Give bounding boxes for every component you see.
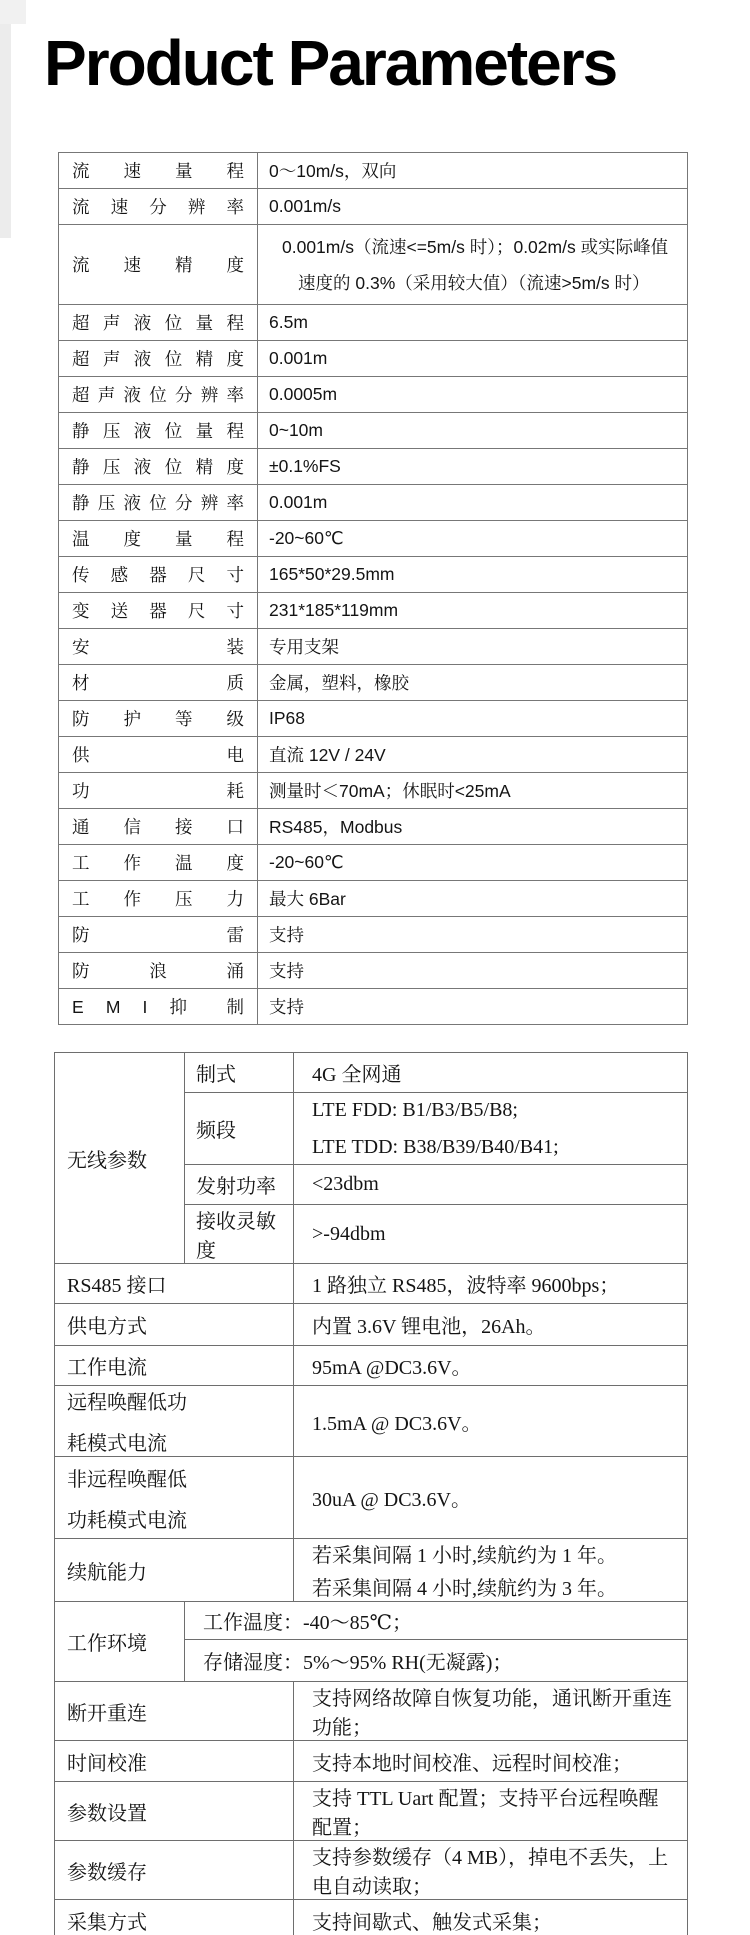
spec-label: 超声液位分辨率	[59, 377, 258, 413]
row-value: 1.5mA @ DC3.6V。	[294, 1386, 688, 1457]
spec-value: 最大 6Bar	[258, 881, 688, 917]
wireless-spec-table	[54, 1052, 688, 1935]
spec-value: IP68	[258, 701, 688, 737]
spec-value: 0.001m	[258, 341, 688, 377]
table-row	[55, 1782, 688, 1841]
table-row	[59, 189, 688, 225]
table-row	[59, 845, 688, 881]
row-value: 内置 3.6V 锂电池，26Ah。	[294, 1304, 688, 1346]
table-row	[55, 1682, 688, 1741]
table-row	[55, 1602, 688, 1640]
spec-value: 165*50*29.5mm	[258, 557, 688, 593]
spec-value: 测量时＜70mA；休眠时<25mA	[258, 773, 688, 809]
row-value: 95mA @DC3.6V。	[294, 1346, 688, 1386]
spec-label: 功 耗	[59, 773, 258, 809]
row-value: 1 路独立 RS485，波特率 9600bps；	[294, 1264, 688, 1304]
table-row	[59, 485, 688, 521]
spec-label: 流 速 分 辨 率	[59, 189, 258, 225]
spec-label: 材 质	[59, 665, 258, 701]
spec-value: 231*185*119mm	[258, 593, 688, 629]
table-row	[55, 1539, 688, 1602]
spec-value: 0.0005m	[258, 377, 688, 413]
table-row	[55, 1304, 688, 1346]
spec-value-line: 0.001m/s（流速<=5m/s 时）；0.02m/s 或实际峰值	[282, 236, 669, 257]
row-value: 支持网络故障自恢复功能，通讯断开重连功能；	[294, 1682, 688, 1741]
row-value: 支持参数缓存（4 MB），掉电不丢失，上电自动读取；	[294, 1841, 688, 1900]
page-title: Product Parameters	[44, 27, 617, 99]
spec-label: 流 速 精 度	[59, 225, 258, 305]
table-row	[59, 153, 688, 189]
spec-label: 变 送 器 尺 寸	[59, 593, 258, 629]
row-label	[55, 1457, 294, 1539]
table-row	[55, 1346, 688, 1386]
wireless-value-line: LTE TDD: B38/B39/B40/B41;	[312, 1135, 559, 1158]
row-value	[294, 1539, 688, 1602]
row-value: 30uA @ DC3.6V。	[294, 1457, 688, 1539]
page-edge-shadow	[0, 0, 26, 24]
spec-label: 静 压 液 位 量 程	[59, 413, 258, 449]
table-row	[59, 413, 688, 449]
spec-value: 直流 12V / 24V	[258, 737, 688, 773]
table-row	[55, 1900, 688, 1935]
table-row	[59, 953, 688, 989]
row-value-line: 若采集间隔 4 小时,续航约为 3 年。	[312, 1578, 617, 1600]
spec-label: 静 压 液 位 精 度	[59, 449, 258, 485]
page-edge-strip	[0, 24, 11, 238]
wireless-value: <23dbm	[294, 1165, 688, 1205]
spec-value: 支持	[258, 917, 688, 953]
spec-value: 0~10m	[258, 413, 688, 449]
row-label: 供电方式	[55, 1304, 294, 1346]
row-label: RS485 接口	[55, 1264, 294, 1304]
table-row	[55, 1457, 688, 1539]
spec-label: 防 护 等 级	[59, 701, 258, 737]
table-row	[59, 521, 688, 557]
row-label-line: 非远程唤醒低	[67, 1468, 187, 1491]
table-row	[59, 629, 688, 665]
spec-value: 支持	[258, 989, 688, 1025]
row-label: 时间校准	[55, 1741, 294, 1782]
row-label-line: 远程唤醒低功	[67, 1392, 187, 1414]
wireless-key: 接收灵敏度	[185, 1205, 294, 1264]
table-row	[55, 1264, 688, 1304]
row-label-line: 耗模式电流	[67, 1433, 167, 1455]
spec-label: 工 作 压 力	[59, 881, 258, 917]
row-label: 工作电流	[55, 1346, 294, 1386]
wireless-group-label: 无线参数	[55, 1053, 185, 1264]
row-label: 参数设置	[55, 1782, 294, 1841]
table-row	[59, 341, 688, 377]
spec-label: 超 声 液 位 精 度	[59, 341, 258, 377]
table-row	[59, 377, 688, 413]
env-group-label: 工作环境	[55, 1602, 185, 1682]
spec-value: 6.5m	[258, 305, 688, 341]
table-row	[55, 1053, 688, 1093]
table-row	[55, 1841, 688, 1900]
row-label: 断开重连	[55, 1682, 294, 1741]
table-row	[59, 225, 688, 305]
spec-value-line: 速度的 0.3%（采用较大值）（流速>5m/s 时）	[298, 272, 650, 293]
spec-label: 工 作 温 度	[59, 845, 258, 881]
spec-value: 0.001m	[258, 485, 688, 521]
table-row	[59, 449, 688, 485]
spec-label: 防 雷	[59, 917, 258, 953]
spec-label: E M I 抑 制	[59, 989, 258, 1025]
wireless-key: 频段	[185, 1093, 294, 1165]
wireless-value-line: LTE FDD: B1/B3/B5/B8;	[312, 1098, 518, 1121]
table-row	[59, 989, 688, 1025]
spec-value: -20~60℃	[258, 845, 688, 881]
table-row	[55, 1741, 688, 1782]
spec-value	[258, 225, 688, 305]
spec-label: 供 电	[59, 737, 258, 773]
table-row	[59, 809, 688, 845]
spec-value: 支持	[258, 953, 688, 989]
table-row	[59, 881, 688, 917]
spec-value: 专用支架	[258, 629, 688, 665]
spec-label: 超 声 液 位 量 程	[59, 305, 258, 341]
spec-label: 温 度 量 程	[59, 521, 258, 557]
table-row	[59, 665, 688, 701]
table-row	[59, 557, 688, 593]
spec-label: 防 浪 涌	[59, 953, 258, 989]
row-label: 续航能力	[55, 1539, 294, 1602]
wireless-key: 发射功率	[185, 1165, 294, 1205]
wireless-value: >-94dbm	[294, 1205, 688, 1264]
row-label: 采集方式	[55, 1900, 294, 1935]
spec-value: 金属，塑料，橡胶	[258, 665, 688, 701]
wireless-value: 4G 全网通	[294, 1053, 688, 1093]
spec-label: 流 速 量 程	[59, 153, 258, 189]
table-row	[59, 917, 688, 953]
table-row	[55, 1386, 688, 1457]
row-value-line: 若采集间隔 1 小时,续航约为 1 年。	[312, 1545, 617, 1567]
wireless-value	[294, 1093, 688, 1165]
row-label: 参数缓存	[55, 1841, 294, 1900]
row-label	[55, 1386, 294, 1457]
spec-label: 静压液位分辨率	[59, 485, 258, 521]
row-value: 支持本地时间校准、远程时间校准；	[294, 1741, 688, 1782]
row-value: 支持 TTL Uart 配置；支持平台远程唤醒配置；	[294, 1782, 688, 1841]
spec-value: 0.001m/s	[258, 189, 688, 225]
spec-value: ±0.1%FS	[258, 449, 688, 485]
spec-value: RS485，Modbus	[258, 809, 688, 845]
table-row	[59, 773, 688, 809]
product-spec-table	[58, 152, 688, 1025]
table-row	[59, 593, 688, 629]
row-label-line: 功耗模式电流	[67, 1509, 187, 1532]
spec-value: -20~60℃	[258, 521, 688, 557]
table-row	[59, 737, 688, 773]
spec-label: 传 感 器 尺 寸	[59, 557, 258, 593]
table-row	[59, 701, 688, 737]
spec-label: 安 装	[59, 629, 258, 665]
spec-value: 0～10m/s，双向	[258, 153, 688, 189]
table-row	[59, 305, 688, 341]
env-subrow-value: 工作温度：-40～85℃；	[185, 1602, 688, 1640]
env-subrow-value: 存储湿度：5%～95% RH(无凝露)；	[185, 1640, 688, 1682]
wireless-key: 制式	[185, 1053, 294, 1093]
row-value: 支持间歇式、触发式采集；	[294, 1900, 688, 1935]
spec-label: 通 信 接 口	[59, 809, 258, 845]
